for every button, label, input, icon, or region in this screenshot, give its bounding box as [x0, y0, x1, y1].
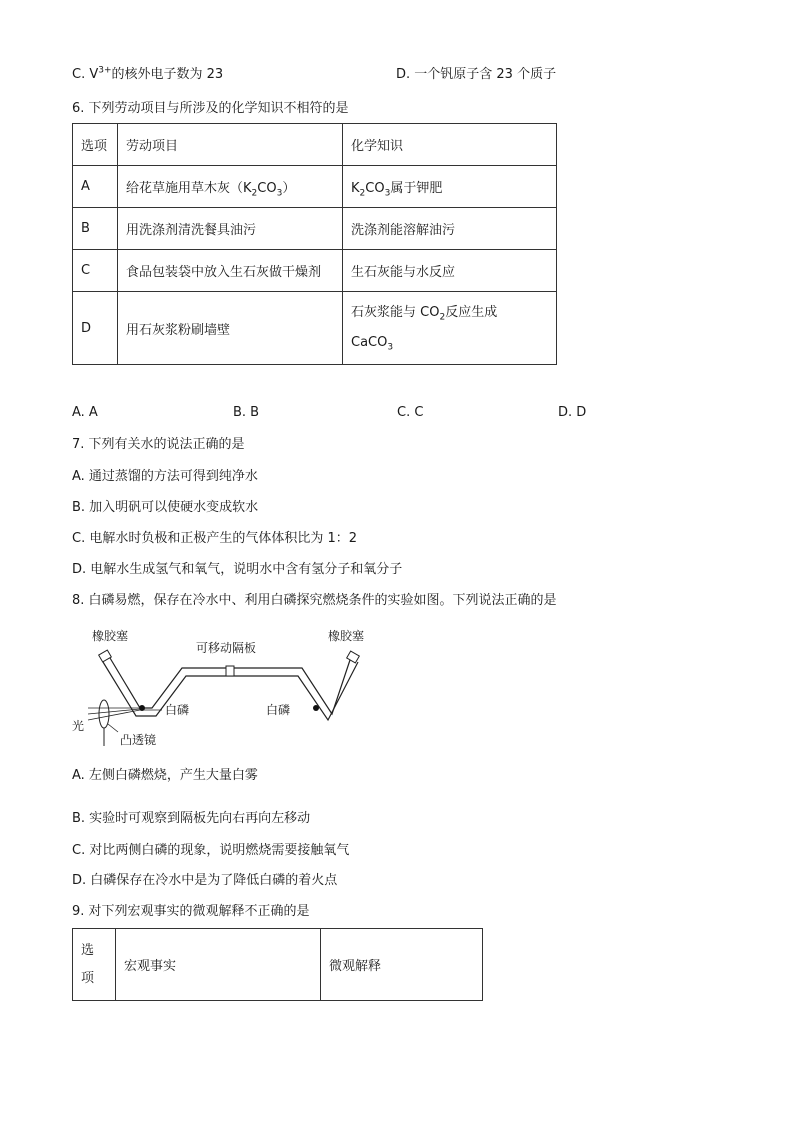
q9-header-option: 选 项 — [73, 929, 116, 1001]
q6-row-item: 食品包装袋中放入生石灰做干燥剂 — [118, 250, 343, 292]
q9-stem: 9. 对下列宏观事实的微观解释不正确的是 — [72, 904, 310, 919]
left-stopper — [99, 650, 112, 662]
q6-choice-b: B. B — [233, 405, 260, 420]
table-row — [73, 292, 557, 365]
q6-row-knowledge: $K_2CO_3$属于钾肥 — [343, 166, 557, 208]
right-stopper — [347, 651, 360, 663]
q6-row-item: 用洗涤剂清洗餐具油污 — [118, 208, 343, 250]
q9-header-explanation: 微观解释 — [321, 929, 483, 1001]
label-left-phosphorus: 白磷 — [165, 703, 190, 717]
table-row — [73, 208, 557, 250]
label-right-phosphorus: 白磷 — [266, 703, 291, 717]
q6-choice-d: D. D — [558, 405, 587, 420]
q6-row-option: D — [73, 292, 118, 365]
q6-header-knowledge: 化学知识 — [343, 124, 557, 166]
q8-option-a: A. 左侧白磷燃烧，产生大量白雾 — [72, 768, 258, 783]
q6-table — [72, 123, 557, 365]
label-partition: 可移动隔板 — [196, 641, 257, 655]
q6-choice-a: A. A — [72, 405, 98, 420]
table-row — [73, 166, 557, 208]
q6-row-item: 给花草施用草木灰$(K_2CO_3)$ — [118, 166, 343, 208]
convex-lens — [99, 700, 109, 728]
q6-header-option: 选项 — [73, 124, 118, 166]
q9-header-fact: 宏观事实 — [116, 929, 321, 1001]
q6-row-knowledge: 生石灰能与水反应 — [343, 250, 557, 292]
q6-row-option: A — [73, 166, 118, 208]
q6-row-knowledge: 洗涤剂能溶解油污 — [343, 208, 557, 250]
q8-option-c: C. 对比两侧白磷的现象，说明燃烧需要接触氧气 — [72, 843, 350, 858]
q5-option-c: C. $V^{3+}$的核外电子数为 23 — [72, 65, 224, 82]
q7-stem: 7. 下列有关水的说法正确的是 — [72, 437, 245, 452]
q7-option-b: B. 加入明矾可以使硬水变成软水 — [72, 500, 259, 515]
label-lens: 凸透镜 — [120, 733, 157, 747]
right-white-phosphorus — [313, 705, 319, 711]
movable-partition — [226, 666, 234, 676]
label-right-stopper: 橡胶塞 — [328, 629, 365, 643]
q5-option-d: D. 一个钒原子含 23 个质子 — [396, 67, 557, 82]
table-row — [73, 250, 557, 292]
q8-stem: 8. 白磷易燃，保存在冷水中、利用白磷探究燃烧条件的实验如图。下列说法正确的是 — [72, 593, 557, 608]
q8-option-b: B. 实验时可观察到隔板先向右再向左移动 — [72, 811, 311, 826]
q6-row-option: C — [73, 250, 118, 292]
q6-stem: 6. 下列劳动项目与所涉及的化学知识不相符的是 — [72, 101, 349, 116]
q6-header-item: 劳动项目 — [118, 124, 343, 166]
q9-table — [72, 928, 483, 1001]
q6-row-knowledge: 石灰浆能与 $CO_2$反应生成 CaCO$_3$ — [343, 292, 557, 365]
q6-choice-c: C. C — [397, 405, 424, 420]
q7-option-a: A. 通过蒸馏的方法可得到纯净水 — [72, 469, 258, 484]
q6-row-item: 用石灰浆粉刷墙壁 — [118, 292, 343, 365]
q8-apparatus-diagram — [70, 620, 370, 750]
label-light: 光 — [72, 719, 85, 733]
q7-option-d: D. 电解水生成氢气和氧气，说明水中含有氢分子和氧分子 — [72, 562, 403, 577]
q6-row-option: B — [73, 208, 118, 250]
q8-option-d: D. 白磷保存在冷水中是为了降低白磷的着火点 — [72, 873, 338, 888]
q7-option-c: C. 电解水时负极和正极产生的气体体积比为 1：2 — [72, 531, 358, 546]
label-left-stopper: 橡胶塞 — [92, 629, 129, 643]
